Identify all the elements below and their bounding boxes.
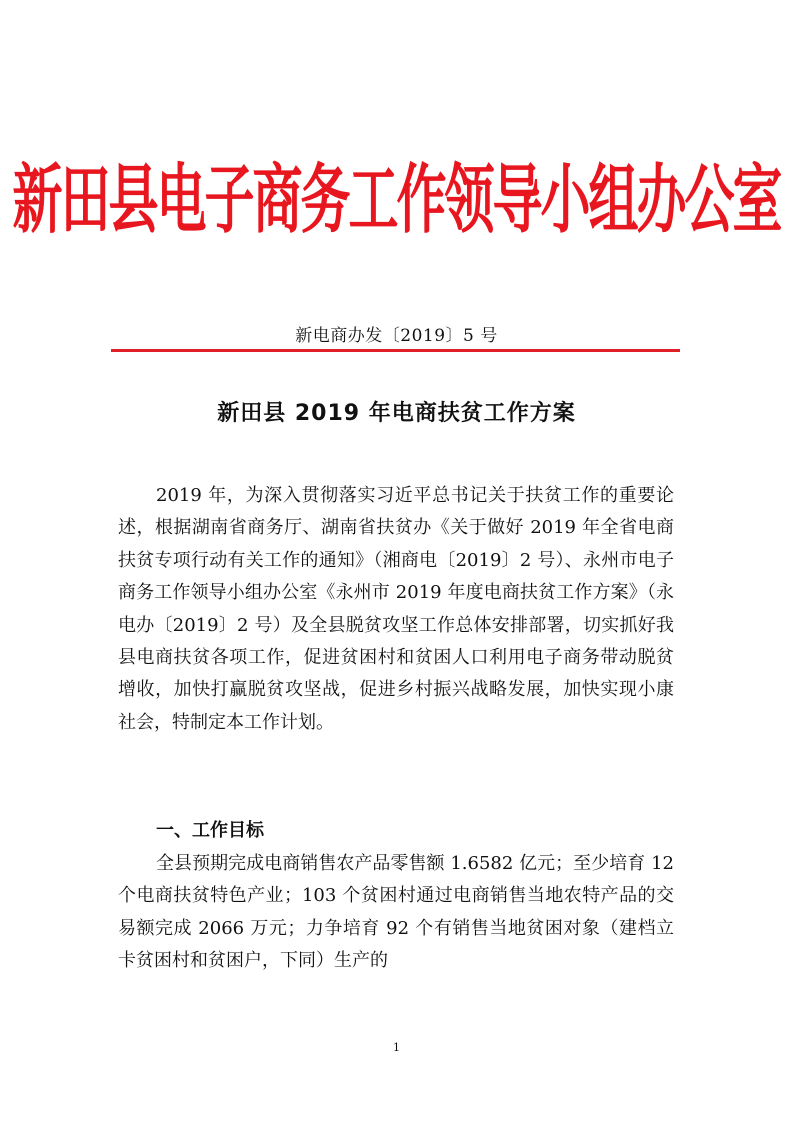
document-title: 新田县 2019 年电商扶贫工作方案 [217,401,576,426]
document-number: 新电商办发〔2019〕5 号 [295,326,498,346]
page-number: 1 [393,1041,400,1054]
red-divider-line [111,349,680,352]
intro-paragraph: 2019 年，为深入贯彻落实习近平总书记关于扶贫工作的重要论述，根据湖南省商务厅、湖南省扶贫办《关于做好 2019 年全省电商扶贫专项行动有关工作的通知》（湘商电〔2019〕2 号）、永州市电子商务工作领导小组办公室《永州市 2019 年度电商扶贫工作方案》（永电办〔2019〕2 号）及全县脱贫攻坚工作总体安排部署，切实抓好我县电商扶贫各项工作，促进贫困村和贫困人口利用电子商务带动脱贫增收，加快打赢脱贫攻坚战，促进乡村振兴战略发展，加快实现小康社会，特制定本工作计划。 [118,485,674,733]
goal-paragraph: 全县预期完成电商销售农产品零售额 1.6582 亿元；至少培育 12 个电商扶贫特色产业；103 个贫困村通过电商销售当地农特产品的交易额完成 2066 万元；力争培育 92 个有销售当地贫困对象（建档立卡贫困村和贫困户，下同）生产的 [118,853,674,972]
masthead-title: 新田县电子商务工作领导小组办公室 [12,155,781,244]
section-heading-goals: 一、工作目标 [156,820,264,841]
